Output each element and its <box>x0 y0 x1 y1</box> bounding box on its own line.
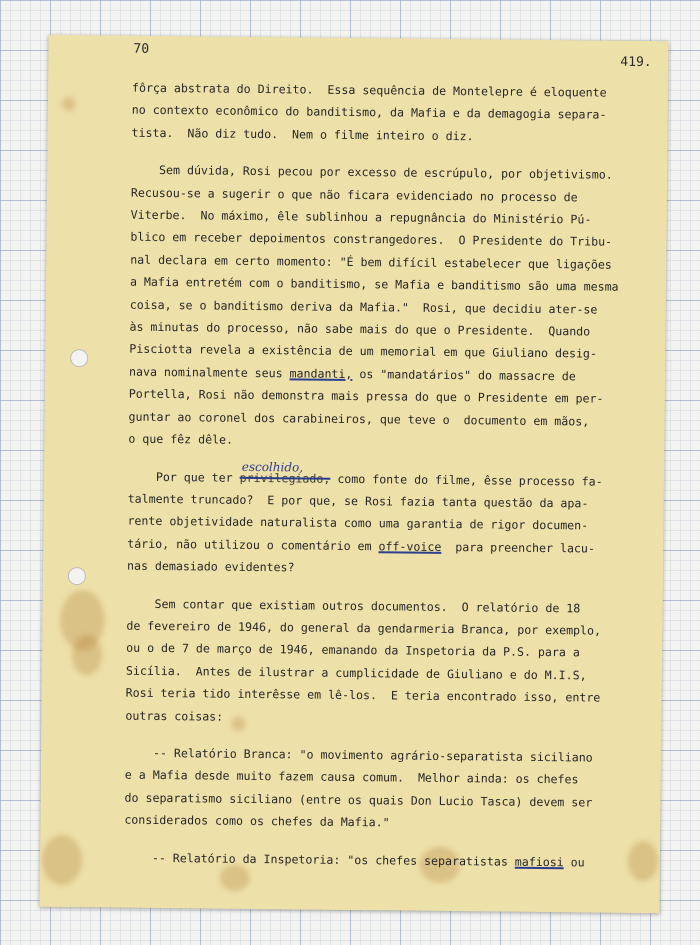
text-line: blico em receber depoimentos constrangedores. O Presidente do Tribu- <box>130 230 613 250</box>
struck-word: privilegiado, <box>239 470 331 486</box>
text-line: -- Relatório Branca: "o movimento agrário-separatista siciliano <box>124 745 593 765</box>
punch-hole <box>70 349 88 367</box>
text-fragment: ou <box>563 854 585 870</box>
text-line: tista. Não diz tudo. Nem o filme inteiro o diz. <box>131 125 474 144</box>
text-line: às minutas do processo, não sabe mais do que o Presidente. Quando <box>129 319 591 339</box>
text-line <box>124 846 644 874</box>
text-fragment: para preencher lacu- <box>441 539 595 556</box>
text-fragment: tário, não utilizou o comentário em <box>127 536 379 553</box>
text-line: a Mafia entretém com o banditismo, se Mafia e banditismo são uma mesma <box>129 274 619 295</box>
paragraph-3 <box>126 459 648 582</box>
text-line: Sem dúvida, Rosi pecou por excesso de escrúpulo, por objetivismo. <box>131 162 613 182</box>
underlined-word: mafiosi <box>514 854 564 869</box>
text-line: fôrça abstrata do Direito. Essa sequência de Montelepre é eloquente <box>131 80 607 100</box>
text-fragment: como fonte do filme, êsse processo fa- <box>330 471 603 489</box>
text-line: talmente truncado? E por que, se Rosi fazia tanta questão da apa- <box>127 491 589 511</box>
text-line: no contexto econômico do banditismo, da Mafia e da demagogia separa- <box>131 103 607 123</box>
paragraph-6 <box>124 846 644 874</box>
text-line: do separatismo siciliano (entre os quais Don Lucio Tasca) devem ser <box>124 790 593 810</box>
paragraph-4 <box>125 592 646 732</box>
text-line: Pisciotta revela a existência de um memorial em que Giuliano desig- <box>129 342 598 362</box>
text-fragment: os "mandatários" do massacre de <box>352 366 576 384</box>
text-line: Sem contar que existiam outros documentos. O relatório de 18 <box>126 596 581 615</box>
page-number-right: 419. <box>620 54 652 71</box>
text-line: de fevereiro de 1946, do general da gendarmeria Branca, por exemplo, <box>126 618 602 638</box>
punch-hole <box>68 567 86 585</box>
handwritten-correction: escolhido, <box>241 459 304 474</box>
text-fragment: nava nominalmente seus <box>128 364 290 381</box>
underlined-word: off-voice <box>378 538 442 554</box>
typewritten-sheet <box>39 35 668 913</box>
text-line: Portella, Rosi não demonstra mais pressa do que o Presidente em per- <box>128 386 604 406</box>
page-number-left: 70 <box>133 41 150 57</box>
text-line: o que fêz dêle. <box>128 431 234 447</box>
text-line: considerados como os chefes da Mafia." <box>124 812 390 830</box>
text-line: nas demasiado evidentes? <box>126 558 295 575</box>
text-fragment: -- Relatório da Inspetoria: "os chefes separatistas <box>123 850 515 869</box>
text-line: guntar ao coronel dos carabineiros, que teve o documento em mãos, <box>128 409 590 429</box>
text-line: coisa, se o banditismo deriva da Mafia." Rosi, que decidiu ater-se <box>129 297 598 317</box>
underlined-word: mandanti, <box>289 366 353 381</box>
text-line: Viterbe. No máximo, êle sublinhou a repugnância do Ministério Pú- <box>130 207 592 227</box>
text-line: Recusou-se a sugerir o que não ficara evidenciado no processo de <box>130 185 578 204</box>
text-line: nal declara em certo momento: "É bem difícil estabelecer que ligações <box>130 252 612 272</box>
text-fragment: Por que ter <box>127 469 240 485</box>
typed-text <box>124 77 652 874</box>
stain <box>62 97 76 111</box>
text-line: e a Mafia desde muito fazem causa comum. Melhor ainda: os chefes <box>124 767 579 787</box>
paragraph-5 <box>124 742 645 837</box>
paragraph-2 <box>128 159 651 456</box>
text-line: rente objetividade naturalista como uma garantia de rigor documen- <box>127 513 589 533</box>
paragraph-1 <box>131 77 652 150</box>
stain <box>72 635 102 675</box>
text-line: ou o de 7 de março de 1946, emanando da Inspetoria da P.S. para a <box>126 640 580 660</box>
stain <box>42 835 83 885</box>
text-line: Rosi teria tido interêsse em lê-los. E teria encontrado isso, entre <box>125 685 601 705</box>
text-line: outras coisas: <box>125 708 224 724</box>
text-line: Sicília. Antes de ilustrar a cumplicidade de Giuliano e do M.I.S, <box>125 663 587 683</box>
